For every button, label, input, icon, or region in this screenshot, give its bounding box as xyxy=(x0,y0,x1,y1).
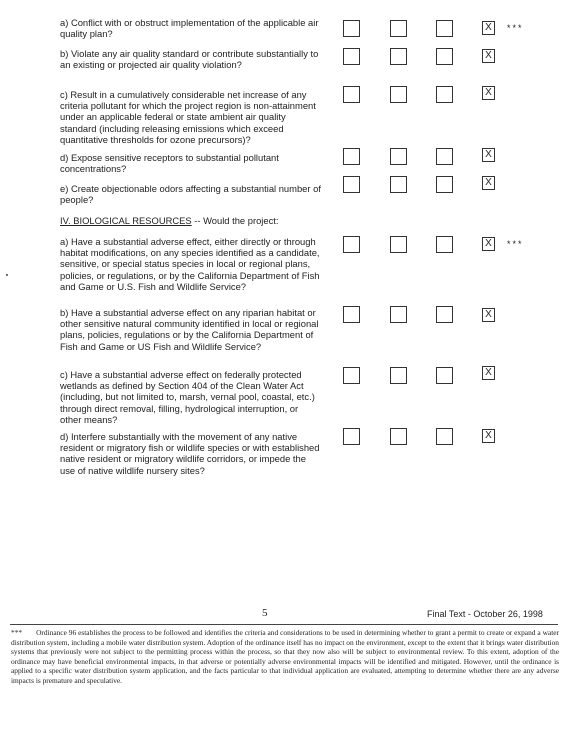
checkbox-less-than-significant-with-mitigation[interactable] xyxy=(390,367,407,384)
checkbox-no-impact-checked[interactable]: X xyxy=(482,21,495,35)
footnote-marker: *** xyxy=(507,239,524,249)
question-air-d: d) Expose sensitive receptors to substantial pollutant concentrations? xyxy=(60,152,279,175)
checkbox-less-than-significant[interactable] xyxy=(436,48,453,65)
checkbox-less-than-significant-with-mitigation[interactable] xyxy=(390,86,407,103)
checkbox-less-than-significant-with-mitigation[interactable] xyxy=(390,176,407,193)
checkbox-potentially-significant[interactable] xyxy=(343,306,360,323)
checkbox-potentially-significant[interactable] xyxy=(343,367,360,384)
question-air-c: c) Result in a cumulatively considerable net increase of any criteria pollutant for which the project region is non-attainment under an applicable federal or state ambient air quality standard (including releasing emissions which exceed quantitative thresholds for ozone precursors)? xyxy=(60,89,316,145)
checkbox-potentially-significant[interactable] xyxy=(343,176,360,193)
checkbox-less-than-significant-with-mitigation[interactable] xyxy=(390,306,407,323)
footnote xyxy=(11,628,559,686)
footnote-symbol: *** xyxy=(11,628,23,637)
checkbox-less-than-significant-with-mitigation[interactable] xyxy=(390,148,407,165)
checkbox-no-impact-checked[interactable]: X xyxy=(482,176,495,190)
checkbox-less-than-significant[interactable] xyxy=(436,236,453,253)
footnote-marker: *** xyxy=(507,23,524,33)
section-heading-biological xyxy=(60,215,278,226)
checkbox-less-than-significant[interactable] xyxy=(436,428,453,445)
checkbox-no-impact-checked[interactable]: X xyxy=(482,366,495,380)
question-air-b: b) Violate any air quality standard or contribute substantially to an existing or projected air quality violation? xyxy=(60,48,319,71)
checkbox-potentially-significant[interactable] xyxy=(343,48,360,65)
checkbox-less-than-significant-with-mitigation[interactable] xyxy=(390,20,407,37)
checkbox-less-than-significant[interactable] xyxy=(436,306,453,323)
footnote-text: Ordinance 96 establishes the process to be followed and identifies the criteria and considerations to be used in determining whether to grant a permit to create or expand a water distribution system, including a mobile water distribution system. Adoption of the ordinance itself has no impact on the environment, except to the extent that it brings water distribution systems that previously were not subject to the permitting process within the process, so that they now also will be subject to environmental review. To this extent, adoption of the ordinance may have beneficial environmental impacts, in that adverse or potentially adverse environmental impacts will be identified and mitigated. However, until the ordinance is applied to a specific water distribution system application, and the facts particular to that individual application are evaluated, attempting to determine whether there are any adverse impacts is premature and speculative. xyxy=(11,628,559,685)
checkbox-no-impact-checked[interactable]: X xyxy=(482,237,495,251)
question-air-e: e) Create objectionable odors affecting a substantial number of people? xyxy=(60,183,321,206)
checkbox-less-than-significant-with-mitigation[interactable] xyxy=(390,48,407,65)
checkbox-potentially-significant[interactable] xyxy=(343,428,360,445)
checkbox-less-than-significant[interactable] xyxy=(436,176,453,193)
checkbox-less-than-significant[interactable] xyxy=(436,367,453,384)
checkbox-potentially-significant[interactable] xyxy=(343,20,360,37)
page-number: 5 xyxy=(262,607,268,619)
checkbox-less-than-significant-with-mitigation[interactable] xyxy=(390,236,407,253)
checkbox-less-than-significant[interactable] xyxy=(436,148,453,165)
checkbox-no-impact-checked[interactable]: X xyxy=(482,86,495,100)
question-air-a: a) Conflict with or obstruct implementation of the applicable air quality plan? xyxy=(60,17,319,40)
checkbox-no-impact-checked[interactable]: X xyxy=(482,49,495,63)
footnote-divider xyxy=(10,624,558,625)
checkbox-less-than-significant-with-mitigation[interactable] xyxy=(390,428,407,445)
question-bio-b: b) Have a substantial adverse effect on any riparian habitat or other sensitive natural community identified in local or regional plans, policies, regulations or by the California Department of Fish and Game or US Fish and Wildlife Service? xyxy=(60,307,319,352)
checkbox-no-impact-checked[interactable]: X xyxy=(482,148,495,162)
checkbox-no-impact-checked[interactable]: X xyxy=(482,308,495,322)
checkbox-potentially-significant[interactable] xyxy=(343,236,360,253)
checkbox-potentially-significant[interactable] xyxy=(343,86,360,103)
question-bio-d: d) Interfere substantially with the movement of any native resident or migratory fish or wildlife species or with established native resident or migratory wildlife corridors, or impede the use of native wildlife nursery sites? xyxy=(60,431,320,476)
question-bio-c: c) Have a substantial adverse effect on federally protected wetlands as defined by Section 404 of the Clean Water Act (including, but not limited to, marsh, vernal pool, coastal, etc.) through direct removal, filling, hydrological interruption, or other means? xyxy=(60,369,315,425)
checkbox-less-than-significant[interactable] xyxy=(436,86,453,103)
checkbox-less-than-significant[interactable] xyxy=(436,20,453,37)
scan-speck xyxy=(6,274,8,276)
section-title: IV. BIOLOGICAL RESOURCES xyxy=(60,215,192,226)
section-suffix: -- Would the project: xyxy=(191,215,279,226)
final-text-date: Final Text - October 26, 1998 xyxy=(427,609,543,619)
checkbox-potentially-significant[interactable] xyxy=(343,148,360,165)
question-bio-a: a) Have a substantial adverse effect, either directly or through habitat modifications, on any species identified as a candidate, sensitive, or special status species in local or regional plans, policies, or regulations, or by the California Department of Fish and Game or U.S. Fish and Wildlife Service? xyxy=(60,236,320,292)
checkbox-no-impact-checked[interactable]: X xyxy=(482,429,495,443)
